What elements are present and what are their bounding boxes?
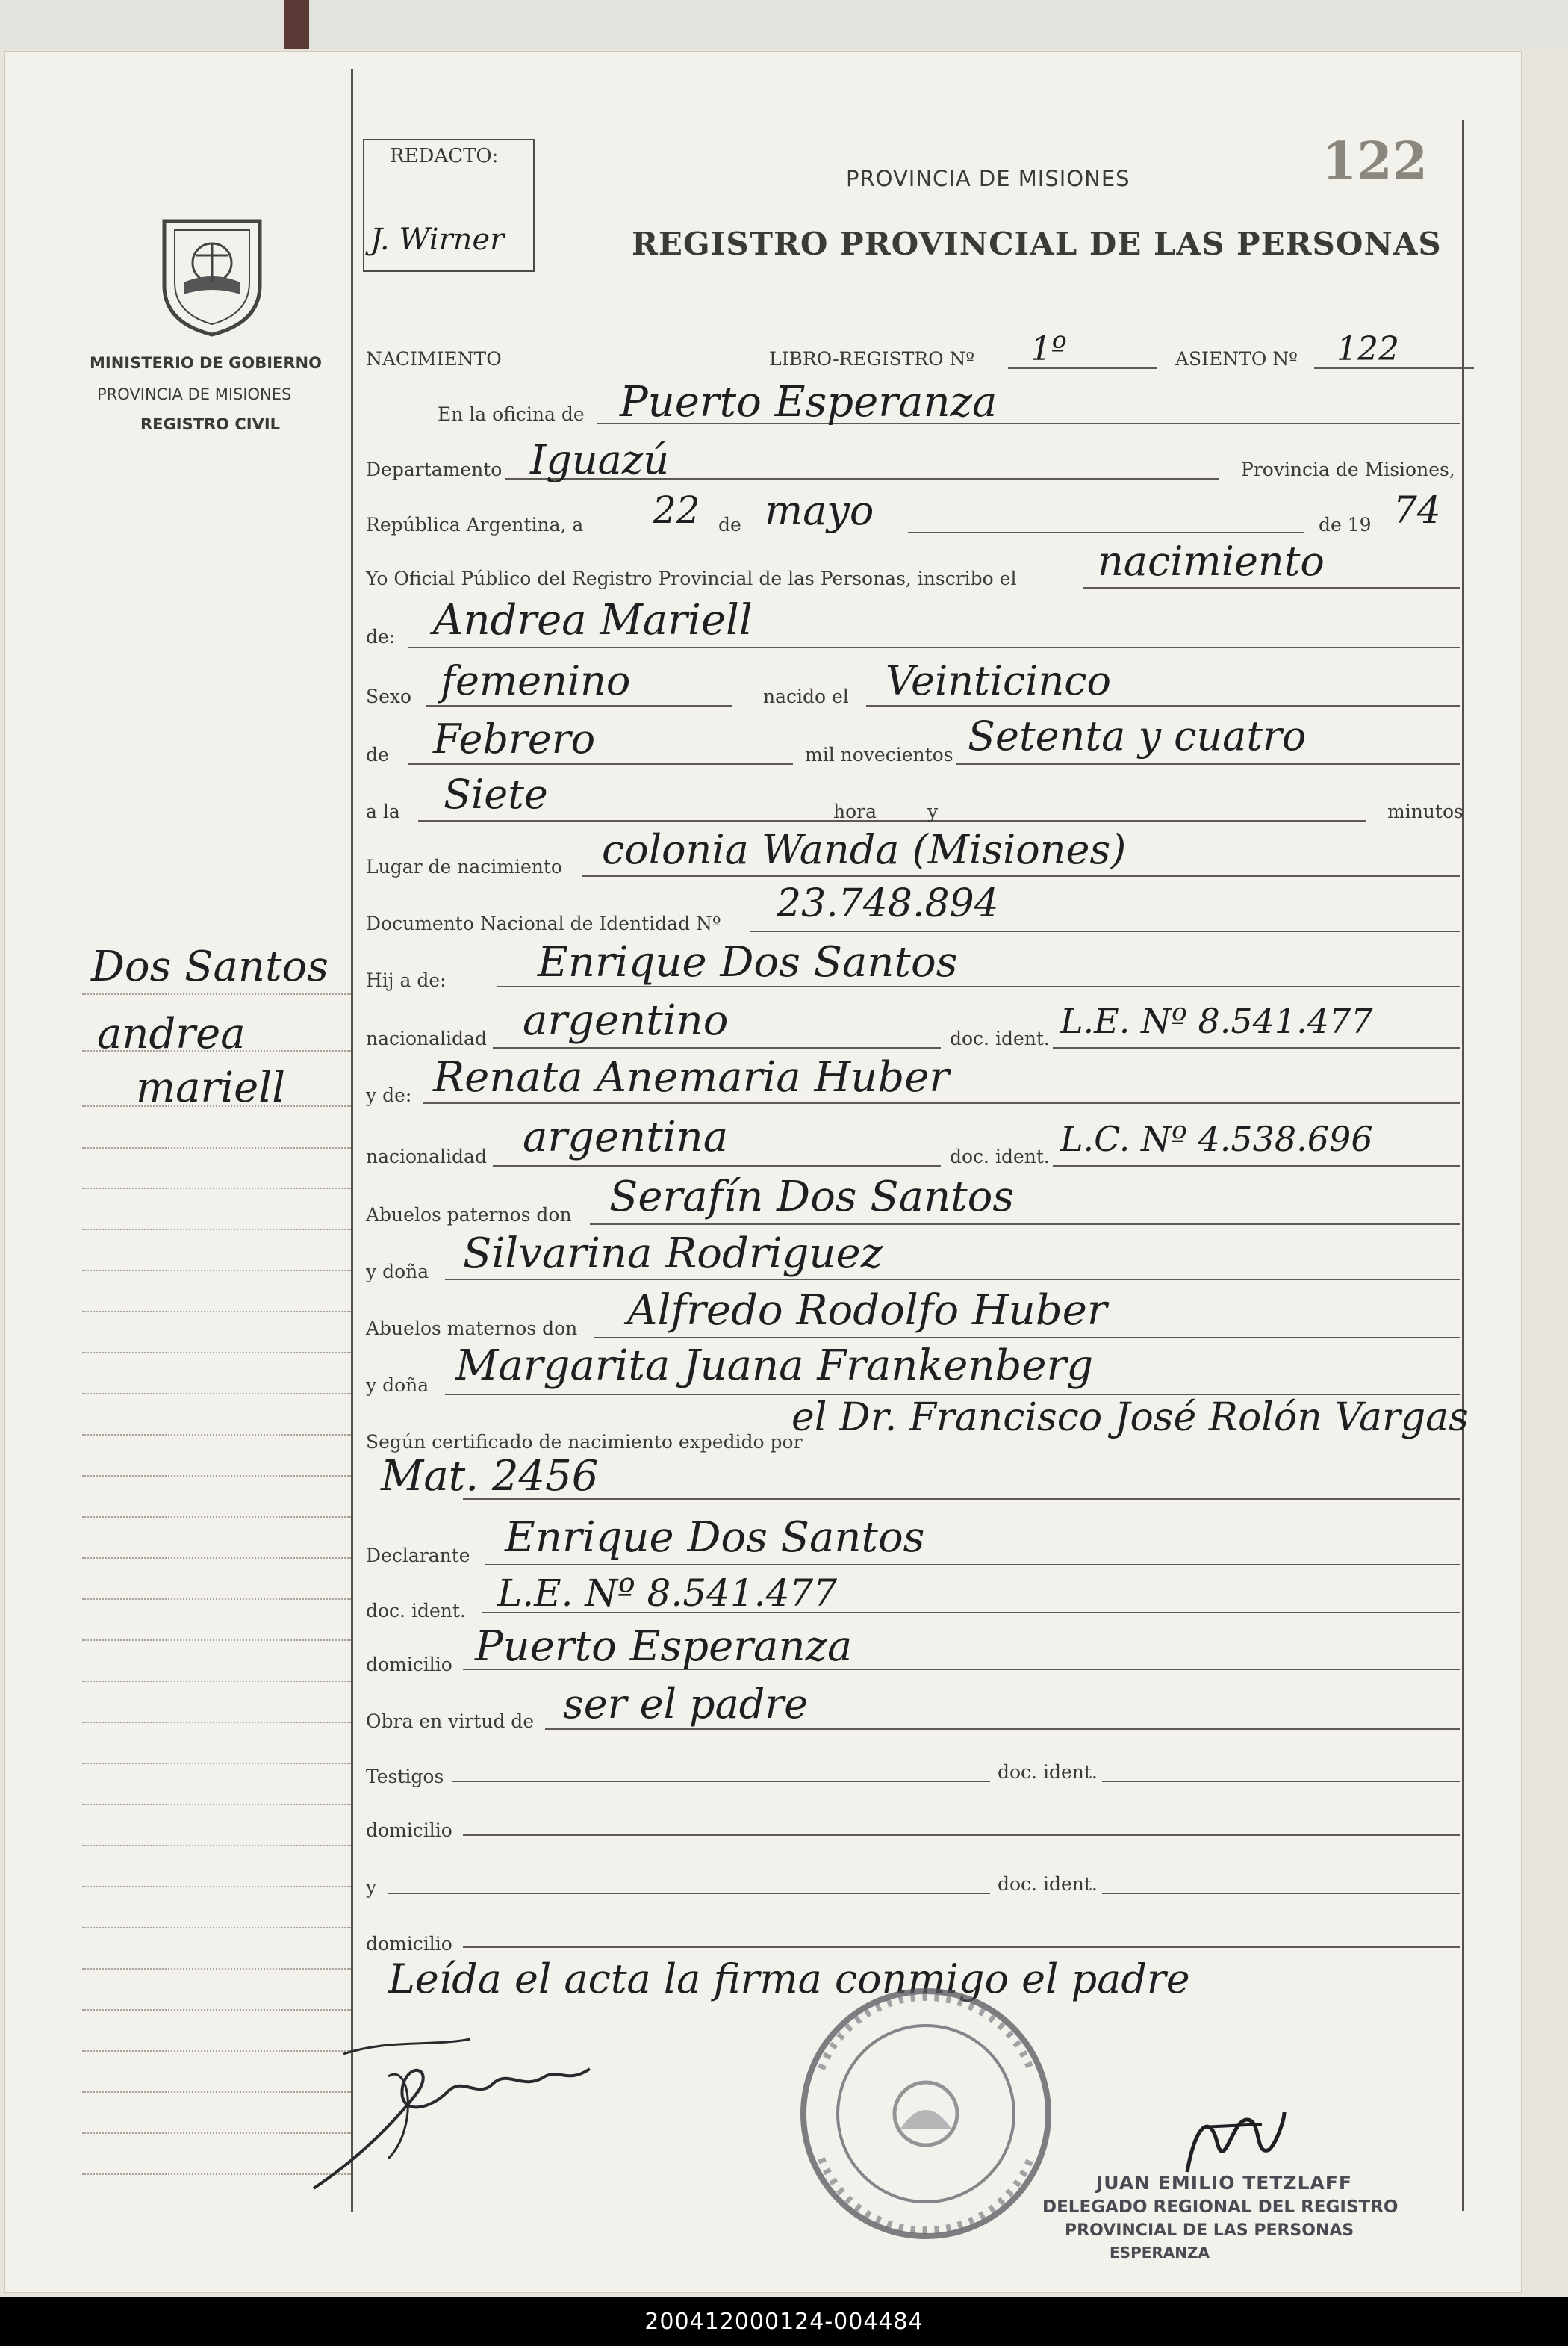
declarant-signature — [299, 2009, 627, 2218]
nacionalidad-padre-line — [493, 1047, 941, 1049]
doc-madre-line — [1053, 1165, 1460, 1167]
abuelos-paternos-label: Abuelos paternos don — [366, 1204, 572, 1226]
doc-madre-value: L.C. Nº 4.538.696 — [1060, 1119, 1373, 1159]
doc-padre-line — [1053, 1047, 1460, 1049]
testigo2-domicilio-line — [463, 1946, 1460, 1948]
dni-label: Documento Nacional de Identidad Nº — [366, 913, 721, 934]
asiento-value: 122 — [1337, 330, 1399, 368]
libro-value: 1º — [1030, 330, 1067, 368]
libro-label: LIBRO-REGISTRO Nº — [769, 348, 975, 370]
republica-label: República Argentina, a — [366, 514, 584, 536]
abuelos-maternos-line — [594, 1337, 1460, 1338]
nacionalidad-madre-label: nacionalidad — [366, 1146, 487, 1167]
y-label: y — [927, 801, 939, 822]
abuelos-paternos-line — [590, 1223, 1460, 1225]
margin-rule — [82, 1886, 351, 1887]
margin-rule — [82, 1050, 351, 1052]
nombre-line — [408, 647, 1460, 648]
hora-line — [418, 820, 1366, 822]
margin-rule — [82, 1434, 351, 1436]
hora-value: Siete — [444, 771, 548, 818]
stamp-line2: DELEGADO REGIONAL DEL REGISTRO — [1042, 2197, 1399, 2217]
abuela-materna-label: y doña — [366, 1374, 429, 1396]
ministry-line2: PROVINCIA DE MISIONES — [97, 385, 292, 403]
minutos-label: minutos — [1387, 801, 1463, 822]
margin-rule — [82, 1516, 351, 1518]
margin-rule — [82, 1105, 351, 1107]
margin-rule — [82, 1722, 351, 1723]
testigo-domicilio-line — [463, 1834, 1460, 1836]
asiento-label: ASIENTO Nº — [1175, 348, 1298, 370]
margin-rule — [82, 1475, 351, 1477]
book-cover-mark — [284, 0, 309, 49]
oficial-label: Yo Oficial Público del Registro Provincial de las Personas, inscribo el — [366, 568, 1017, 589]
testigo-doc-label: doc. ident. — [998, 1761, 1098, 1783]
abuelos-maternos-label: Abuelos maternos don — [366, 1318, 578, 1339]
margin-rule — [82, 1352, 351, 1353]
nacido-label: nacido el — [763, 686, 849, 707]
domicilio-value: Puerto Esperanza — [475, 1622, 853, 1671]
mil-label: mil novecientos — [805, 744, 953, 766]
obra-label: Obra en virtud de — [366, 1710, 535, 1732]
abuelos-paternos-value: Serafín Dos Santos — [609, 1173, 1015, 1221]
declarante-label: Declarante — [366, 1545, 470, 1566]
margin-rule — [82, 1927, 351, 1928]
anio-nac-value: Setenta y cuatro — [968, 713, 1307, 760]
abuela-paterna-value: Silvarina Rodriguez — [463, 1229, 883, 1278]
testigo-domicilio-label: domicilio — [366, 1819, 452, 1841]
ala-label: a la — [366, 801, 400, 822]
sexo-value: femenino — [441, 657, 631, 704]
official-seal — [791, 1979, 1060, 2248]
redacto-box — [363, 139, 535, 272]
testigo2-line — [388, 1893, 990, 1894]
testigo2-y-label: y — [366, 1876, 377, 1898]
certificado-label: Según certificado de nacimiento expedido por — [366, 1431, 803, 1453]
redacto-signature: J. Wirner — [370, 223, 505, 257]
hija-label: Hij a de: — [366, 969, 447, 991]
testigo-doc-line — [1102, 1781, 1460, 1782]
margin-rule — [82, 1147, 351, 1149]
margin-rule — [82, 1804, 351, 1805]
de-nombre-label: de: — [366, 626, 396, 648]
provincia-header: PROVINCIA DE MISIONES — [846, 166, 1130, 191]
provincia-label: Provincia de Misiones, — [1241, 459, 1455, 480]
abuelos-maternos-value: Alfredo Rodolfo Huber — [627, 1286, 1107, 1335]
mes-value: mayo — [765, 487, 874, 534]
nombre-value: Andrea Mariell — [433, 596, 753, 645]
anio-nac-line — [956, 763, 1460, 765]
declarante-doc-label: doc. ident. — [366, 1600, 466, 1622]
testigo2-doc-line — [1102, 1893, 1460, 1894]
nacionalidad-madre-value: argentina — [523, 1113, 729, 1161]
departamento-label: Departamento — [366, 459, 503, 480]
oficina-label: En la oficina de — [438, 403, 585, 425]
doc-padre-label: doc. ident. — [950, 1028, 1050, 1049]
mes-nac-value: Febrero — [433, 716, 596, 763]
registro-title: REGISTRO PROVINCIAL DE LAS PERSONAS — [632, 226, 1442, 262]
departamento-value: Iguazú — [530, 436, 670, 483]
margin-rule — [82, 1557, 351, 1559]
ministry-line3: REGISTRO CIVIL — [140, 415, 281, 433]
hora-label: hora — [833, 801, 877, 822]
leida-note: Leída el acta la firma conmigo el padre — [388, 1955, 1190, 2002]
obra-value: ser el padre — [563, 1681, 809, 1728]
mes-nac-line — [408, 763, 793, 765]
lugar-line — [582, 875, 1460, 877]
margin-rule — [82, 1270, 351, 1271]
margin-rule — [82, 1229, 351, 1230]
dni-line — [750, 931, 1460, 932]
doc-madre-label: doc. ident. — [950, 1146, 1050, 1167]
de-label: de — [718, 514, 741, 536]
margin-note-name2: mariell — [136, 1064, 286, 1112]
margin-rule — [82, 1639, 351, 1641]
margin-rule — [82, 1311, 351, 1312]
nacido-value: Veinticinco — [886, 657, 1112, 704]
anio-value: 74 — [1393, 488, 1441, 532]
certificado-matricula: Mat. 2456 — [381, 1452, 599, 1501]
margin-note-name: andrea — [97, 1010, 246, 1058]
oficial-value: nacimiento — [1098, 538, 1325, 585]
declarante-line — [485, 1564, 1460, 1565]
abuela-materna-value: Margarita Juana Frankenberg — [455, 1341, 1094, 1390]
madre-value: Renata Anemaria Huber — [433, 1053, 950, 1102]
nacionalidad-padre-label: nacionalidad — [366, 1028, 487, 1049]
testigos-line — [452, 1781, 990, 1782]
margin-note-surname: Dos Santos — [91, 943, 329, 991]
margin-rule — [82, 1188, 351, 1189]
margin-rule — [82, 993, 351, 995]
nacido-line — [866, 705, 1460, 707]
book-cover-top — [0, 0, 1568, 49]
oficina-value: Puerto Esperanza — [620, 378, 998, 426]
stamp-line3: PROVINCIAL DE LAS PERSONAS — [1065, 2221, 1354, 2240]
madre-line — [423, 1102, 1460, 1104]
lugar-label: Lugar de nacimiento — [366, 856, 562, 878]
page-number: 122 — [1322, 131, 1428, 191]
margin-rule — [82, 1763, 351, 1764]
fecha-line — [908, 532, 1304, 533]
oficial-line — [1083, 587, 1460, 589]
testigo2-domicilio-label: domicilio — [366, 1933, 452, 1955]
abuela-paterna-label: y doña — [366, 1261, 429, 1282]
right-frame-line — [1462, 120, 1464, 2211]
ministry-line1: MINISTERIO DE GOBIERNO — [90, 354, 322, 372]
obra-line — [545, 1728, 1460, 1730]
margin-rule — [82, 1845, 351, 1846]
sexo-line — [426, 705, 732, 707]
testigo2-doc-label: doc. ident. — [998, 1873, 1098, 1895]
domicilio-label: domicilio — [366, 1654, 452, 1675]
nacionalidad-madre-line — [493, 1165, 941, 1167]
nacionalidad-padre-value: argentino — [523, 996, 729, 1045]
nacimiento-label: NACIMIENTO — [366, 348, 502, 370]
de-anio-label: de 19 — [1319, 514, 1372, 536]
padre-value: Enrique Dos Santos — [538, 938, 958, 987]
margin-rule — [82, 1681, 351, 1682]
doc-padre-value: L.E. Nº 8.541.477 — [1060, 1001, 1373, 1041]
abuela-paterna-line — [445, 1279, 1460, 1280]
image-id-bar: 200412000124-004484 — [0, 2297, 1568, 2346]
lugar-value: colonia Wanda (Misiones) — [602, 826, 1127, 873]
margin-rule — [82, 1968, 351, 1970]
left-frame-line — [351, 69, 353, 2212]
dia-value: 22 — [653, 488, 700, 532]
provincial-emblem-icon — [154, 211, 270, 338]
margin-rule — [82, 1393, 351, 1394]
stamp-line4: ESPERANZA — [1110, 2244, 1210, 2262]
redacto-label: REDACTO: — [390, 145, 499, 167]
declarante-value: Enrique Dos Santos — [505, 1513, 925, 1562]
margin-rule — [82, 1598, 351, 1600]
sexo-label: Sexo — [366, 686, 412, 707]
testigos-label: Testigos — [366, 1766, 444, 1787]
certificado-value: el Dr. Francisco José Rolón Vargas — [791, 1395, 1469, 1440]
dni-value: 23.748.894 — [777, 881, 999, 926]
declarante-doc-value: L.E. Nº 8.541.477 — [497, 1571, 838, 1615]
stamp-name: JUAN EMILIO TETZLAFF — [1096, 2172, 1352, 2194]
de2-label: de — [366, 744, 389, 766]
yde-label: y de: — [366, 1084, 412, 1106]
certificado-line — [463, 1498, 1460, 1500]
